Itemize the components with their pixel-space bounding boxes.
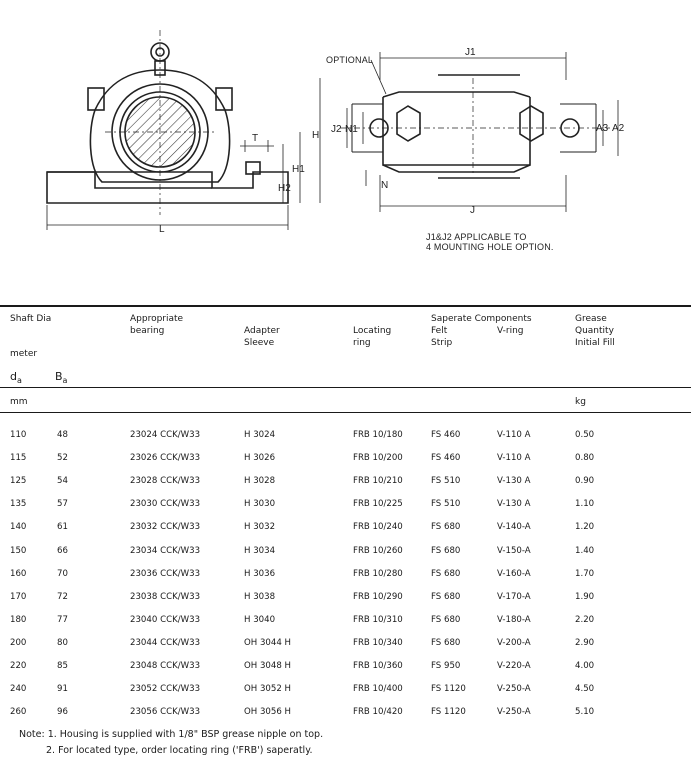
table-row <box>0 476 695 490</box>
table-row <box>0 569 695 583</box>
drawing-note-line1: J1&J2 APPLICABLE TO <box>426 232 527 242</box>
dim-N: N <box>381 180 389 191</box>
cell-ring: FRB 10/400 <box>353 684 403 695</box>
cell-ba: 77 <box>57 614 68 625</box>
cell-adapter: H 3030 <box>244 499 276 510</box>
cell-vring: V-150-A <box>497 545 531 556</box>
cell-ba: 52 <box>57 453 68 464</box>
table-row <box>0 499 695 513</box>
cell-adapter: H 3028 <box>244 476 276 487</box>
cell-ring: FRB 10/240 <box>353 522 403 533</box>
cell-ba: 72 <box>57 591 68 602</box>
cell-grease: 1.20 <box>575 522 595 533</box>
cell-grease: 1.90 <box>575 591 595 602</box>
header-da: $d_a$ <box>10 370 22 386</box>
cell-felt: FS 1120 <box>431 684 466 695</box>
table-top-rule <box>0 305 691 307</box>
cell-ring: FRB 10/280 <box>353 568 403 579</box>
cell-grease: 4.00 <box>575 661 595 671</box>
cell-bearing: 23052 CCK/W33 <box>130 684 201 695</box>
cell-vring: V-170-A <box>497 591 531 602</box>
cell-grease: 0.50 <box>575 430 595 440</box>
cell-ba: 96 <box>57 707 68 718</box>
cell-felt: FS 680 <box>431 637 461 648</box>
header-bearing: Appropriate bearing <box>130 314 184 336</box>
cell-ba: 80 <box>57 637 68 648</box>
cell-ba: 54 <box>57 476 68 487</box>
cell-adapter: H 3040 <box>244 614 276 625</box>
cell-ba: 48 <box>57 430 68 440</box>
note-1: Note: 1. Housing is supplied with 1/8" BSP grease nipple on top. <box>19 729 324 740</box>
cell-vring: V-200-A <box>497 637 531 648</box>
cell-adapter: H 3026 <box>244 453 276 464</box>
cell-vring: V-110 A <box>497 453 531 464</box>
cell-grease: 0.90 <box>575 476 595 487</box>
cell-da: 110 <box>10 430 27 440</box>
dim-J2: J2 <box>331 124 342 135</box>
cell-bearing: 23056 CCK/W33 <box>130 707 201 718</box>
housing-drawing-svg <box>0 0 695 300</box>
cell-ring: FRB 10/180 <box>353 430 403 440</box>
cell-felt: FS 1120 <box>431 707 466 718</box>
bolt-head-left <box>397 106 420 141</box>
table-row <box>0 430 695 444</box>
table-row <box>0 684 695 698</box>
cell-ring: FRB 10/340 <box>353 637 403 648</box>
cell-grease: 1.40 <box>575 545 595 556</box>
cell-ring: FRB 10/200 <box>353 453 403 464</box>
cell-vring: V-130 A <box>497 499 531 510</box>
cell-adapter: H 3038 <box>244 591 276 602</box>
cell-bearing: 23026 CCK/W33 <box>130 453 201 464</box>
cell-bearing: 23048 CCK/W33 <box>130 661 201 671</box>
cell-ba: 70 <box>57 568 68 579</box>
dim-H: H <box>312 130 320 141</box>
table-row <box>0 546 695 560</box>
cell-bearing: 23040 CCK/W33 <box>130 614 201 625</box>
cell-adapter: OH 3048 H <box>244 661 292 671</box>
cell-da: 170 <box>10 591 27 602</box>
cell-ba: 91 <box>57 684 68 695</box>
table-row <box>0 615 695 629</box>
front-view <box>47 30 288 215</box>
dim-A2: A2 <box>612 123 625 134</box>
cell-da: 115 <box>10 453 27 464</box>
cell-vring: V-140-A <box>497 522 531 533</box>
dim-T: T <box>252 133 259 144</box>
cell-grease: 2.20 <box>575 614 595 625</box>
cell-felt: FS 680 <box>431 614 461 625</box>
table-row <box>0 522 695 536</box>
cell-da: 160 <box>10 568 27 579</box>
header-shaft-unit: meter <box>10 349 38 359</box>
cell-felt: FS 510 <box>431 499 461 510</box>
header-grease: Grease Quantity Initial Fill <box>575 314 615 348</box>
header-ba: $B_a$ <box>55 370 68 386</box>
cell-da: 200 <box>10 637 27 648</box>
cell-ba: 85 <box>57 661 68 671</box>
cell-adapter: H 3032 <box>244 522 276 533</box>
cell-vring: V-110 A <box>497 430 531 440</box>
cell-adapter: H 3024 <box>244 430 276 440</box>
cell-adapter: H 3036 <box>244 568 276 579</box>
cell-felt: FS 680 <box>431 591 461 602</box>
cell-grease: 0.80 <box>575 453 595 464</box>
cell-grease: 2.90 <box>575 637 595 648</box>
cell-felt: FS 680 <box>431 522 461 533</box>
cell-vring: V-250-A <box>497 707 531 718</box>
notes <box>19 727 323 759</box>
cell-da: 220 <box>10 661 27 671</box>
cell-da: 135 <box>10 499 27 510</box>
cell-ba: 66 <box>57 545 68 556</box>
cell-da: 180 <box>10 614 27 625</box>
cell-felt: FS 680 <box>431 568 461 579</box>
cell-ring: FRB 10/210 <box>353 476 403 487</box>
cell-da: 140 <box>10 522 27 533</box>
cell-vring: V-160-A <box>497 568 531 579</box>
cell-bearing: 23038 CCK/W33 <box>130 591 201 602</box>
table-row <box>0 592 695 606</box>
cell-ring: FRB 10/360 <box>353 661 403 671</box>
bolt-head-right <box>520 106 543 141</box>
header-vring: V-ring <box>497 326 524 336</box>
cell-bearing: 23036 CCK/W33 <box>130 568 201 579</box>
cell-ring: FRB 10/420 <box>353 707 403 718</box>
cell-adapter: H 3034 <box>244 545 276 556</box>
cell-bearing: 23028 CCK/W33 <box>130 476 201 487</box>
dim-H2: H2 <box>278 183 291 194</box>
dim-H1: H1 <box>292 164 305 175</box>
header-separate-components: Saperate Components <box>431 314 532 324</box>
cell-grease: 1.10 <box>575 499 595 510</box>
cell-bearing: 23024 CCK/W33 <box>130 430 201 440</box>
cell-felt: FS 950 <box>431 661 461 671</box>
dim-N1: N1 <box>345 124 358 135</box>
header-bottom-rule <box>0 412 691 413</box>
cell-felt: FS 510 <box>431 476 461 487</box>
cell-grease: 5.10 <box>575 707 595 718</box>
cell-felt: FS 680 <box>431 545 461 556</box>
plan-view <box>340 75 610 178</box>
plan-bottom-edge <box>383 165 530 172</box>
cell-felt: FS 460 <box>431 453 461 464</box>
unit-mm: mm <box>10 397 28 407</box>
cell-adapter: OH 3056 H <box>244 707 292 718</box>
cell-ring: FRB 10/290 <box>353 591 403 602</box>
plan-top-edge <box>383 92 530 97</box>
cell-grease: 4.50 <box>575 684 595 695</box>
header-shaft-dia: Shaft Dia <box>10 314 52 324</box>
cell-bearing: 23030 CCK/W33 <box>130 499 201 510</box>
cell-bearing: 23034 CCK/W33 <box>130 545 201 556</box>
cell-ring: FRB 10/310 <box>353 614 403 625</box>
cell-bearing: 23044 CCK/W33 <box>130 637 201 648</box>
header-mid-rule <box>0 387 691 388</box>
cell-ba: 57 <box>57 499 68 510</box>
cell-vring: V-250-A <box>497 684 531 695</box>
cell-ring: FRB 10/260 <box>353 545 403 556</box>
cell-adapter: OH 3052 H <box>244 684 292 695</box>
header-adapter: Adapter Sleeve <box>244 326 280 348</box>
cell-felt: FS 460 <box>431 430 461 440</box>
cell-da: 150 <box>10 545 27 556</box>
dim-J: J <box>470 205 475 216</box>
table-row <box>0 453 695 467</box>
table-row <box>0 707 695 721</box>
cell-bearing: 23032 CCK/W33 <box>130 522 201 533</box>
housing-base-inner <box>47 172 212 188</box>
table-row <box>0 661 695 675</box>
note-2: 2. For located type, order locating ring ('FRB') saperatly. <box>46 745 313 756</box>
cell-da: 240 <box>10 684 27 695</box>
dim-L: L <box>159 224 165 235</box>
drawing-note-line2: 4 MOUNTING HOLE OPTION. <box>426 242 554 252</box>
table-row <box>0 638 695 652</box>
cell-da: 260 <box>10 707 27 718</box>
cell-da: 125 <box>10 476 27 487</box>
header-locating: Locating ring <box>353 326 392 348</box>
cell-ring: FRB 10/225 <box>353 499 403 510</box>
unit-kg: kg <box>575 397 586 407</box>
cell-ba: 61 <box>57 522 68 533</box>
dim-A3: A3 <box>596 123 609 134</box>
cell-adapter: OH 3044 H <box>244 637 292 648</box>
cell-grease: 1.70 <box>575 568 595 579</box>
cell-vring: V-130 A <box>497 476 531 487</box>
header-felt: Felt Strip <box>431 326 453 348</box>
dim-J1: J1 <box>465 47 476 58</box>
optional-label: OPTIONAL <box>326 55 374 65</box>
technical-drawing <box>0 0 695 300</box>
cell-vring: V-180-A <box>497 614 531 625</box>
cell-vring: V-220-A <box>497 661 531 671</box>
